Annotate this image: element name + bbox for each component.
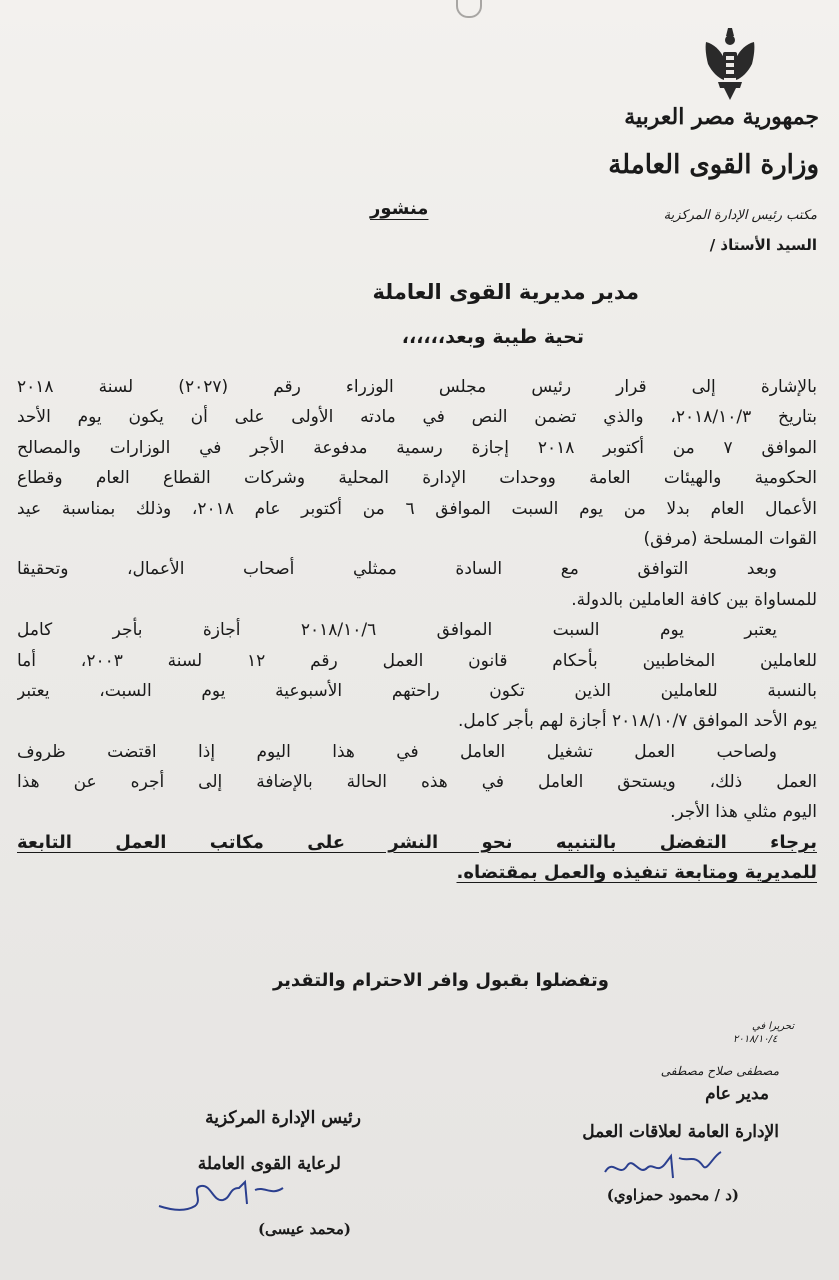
body-line: العمل ذلك، ويستحق العامل في هذه الحالة بالإضافة إلى أجره عن هذا bbox=[17, 772, 817, 793]
signatory-title-line2: لرعاية القوى العاملة bbox=[197, 1154, 341, 1174]
body-line: الحكومية والهيئات العامة ووحدات الإدارة المحلية وشركات القطاع العام وقطاع bbox=[17, 468, 817, 489]
signatory-name: (د / محمود حمزاوي) bbox=[606, 1186, 739, 1204]
body-line: وبعد التوافق مع السادة ممثلي أصحاب الأعمال، وتحقيقا bbox=[17, 559, 777, 580]
body-line: للمساواة بين كافة العاملين بالدولة. bbox=[571, 589, 817, 610]
letterhead-ministry: وزارة القوى العاملة bbox=[608, 150, 819, 180]
body-line: الأعمال العام بدلا من يوم السبت الموافق ٦ من أكتوبر عام ٢٠١٨، وذلك بمناسبة عيد bbox=[17, 498, 817, 519]
body-line-request: برجاء التفضل بالتنبيه نحو النشر على مكاتب العمل التابعة bbox=[17, 831, 817, 853]
body-line: القوات المسلحة (مرفق) bbox=[643, 528, 817, 549]
body-line-request: للمديرية ومتابعة تنفيذه والعمل بمقتضاه. bbox=[456, 862, 817, 884]
greeting: تحية طيبة وبعد،،،،،، bbox=[401, 326, 584, 348]
body-line: للعاملين المخاطبين بأحكام قانون العمل رقم ١٢ لسنة ٢٠٠٣، أما bbox=[17, 650, 817, 671]
body-text bbox=[17, 372, 817, 889]
letterhead-recipient: السيد الأستاذ / bbox=[709, 236, 817, 254]
signature-scribble-icon bbox=[582, 1148, 779, 1186]
signatory-name: (محمد عيسى) bbox=[257, 1220, 351, 1238]
signatory-handwritten-name: مصطفى صلاح مصطفى bbox=[660, 1064, 779, 1078]
closing-remark: وتفضلوا بقبول وافر الاحترام والتقدير bbox=[272, 970, 609, 991]
body-line: بالنسبة للعاملين الذين تكون راحتهم الأسبوعية يوم السبت، يعتبر bbox=[17, 680, 817, 701]
body-line: بتاريخ ٢٠١٨/١٠/٣، والذي تضمن النص في مادته الأولى على أن يكون يوم الأحد bbox=[17, 407, 817, 428]
body-line: يوم الأحد الموافق ٢٠١٨/١٠/٧ أجازة لهم بأجر كامل. bbox=[458, 711, 817, 732]
eagle-emblem-icon bbox=[700, 22, 760, 106]
body-line: ولصاحب العمل تشغيل العامل في هذا اليوم إذا اقتضت ظروف bbox=[17, 741, 777, 762]
letterhead-country: جمهورية مصر العربية bbox=[624, 104, 819, 130]
letterhead-office: مكتب رئيس الإدارة المركزية bbox=[663, 208, 817, 223]
signatory-department: الإدارة العامة لعلاقات العمل bbox=[582, 1122, 779, 1142]
forwarding-label: تحريرا في bbox=[752, 1021, 795, 1032]
body-line: بالإشارة إلى قرار رئيس مجلس الوزراء رقم (٢٠٢٧) لسنة ٢٠١٨ bbox=[17, 377, 817, 397]
signatory-title-line1: رئيس الإدارة المركزية bbox=[205, 1108, 361, 1128]
signatory-title: مدير عام bbox=[705, 1084, 769, 1104]
signature-block-left bbox=[151, 1108, 361, 1238]
signature-block-right bbox=[582, 1064, 779, 1204]
document-type-title: منشور bbox=[370, 198, 429, 219]
signature-scribble-icon bbox=[151, 1176, 361, 1220]
punch-hole-mark bbox=[456, 0, 482, 18]
body-line: يعتبر يوم السبت الموافق ٢٠١٨/١٠/٦ أجازة بأجر كامل bbox=[17, 620, 777, 641]
body-line: الموافق ٧ من أكتوبر ٢٠١٨ إجازة رسمية مدفوعة الأجر في الوزارات والمصالح bbox=[17, 437, 817, 458]
addressee: مدير مديرية القوى العاملة bbox=[372, 280, 639, 304]
forwarding-date: ٢٠١٨/١٠/٤ bbox=[733, 1034, 778, 1045]
body-line: اليوم مثلي هذا الأجر. bbox=[670, 802, 817, 823]
